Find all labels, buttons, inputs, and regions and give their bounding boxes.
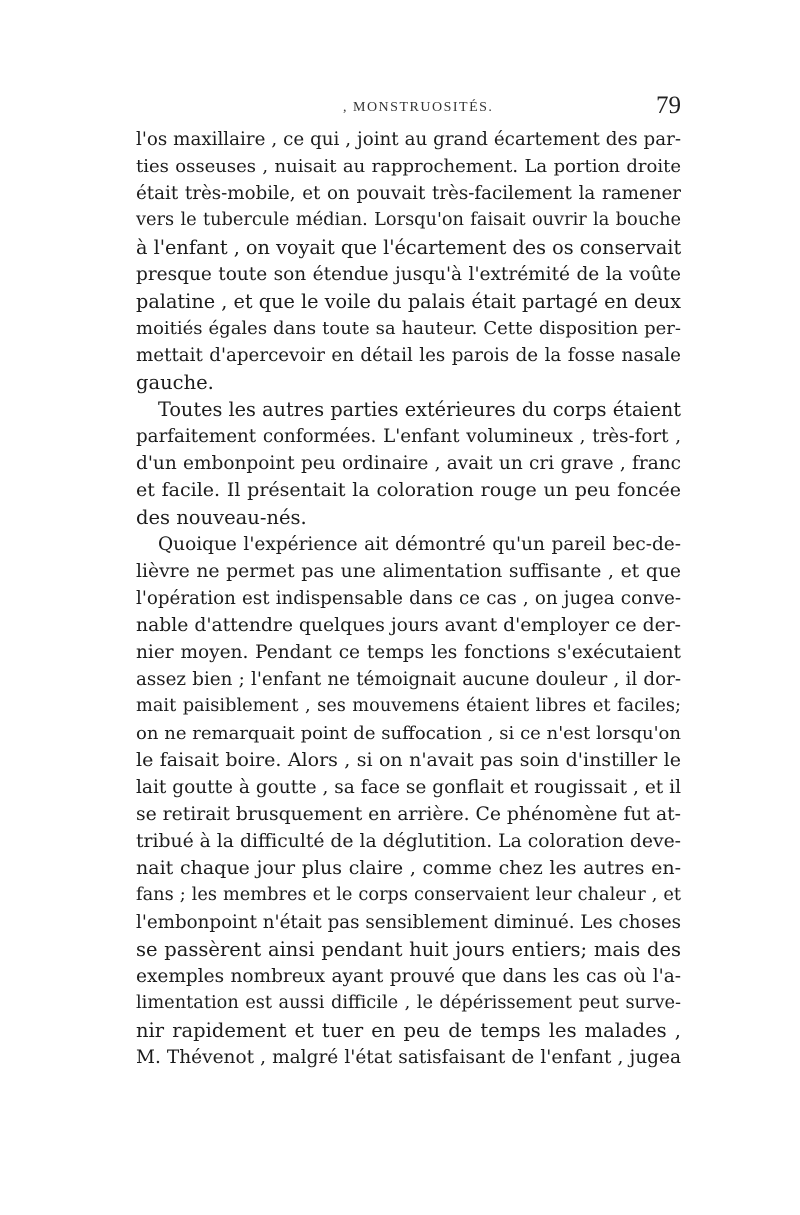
text-line: vers le tubercule médian. Lorsqu'on faisait ouvrir la bouche	[136, 210, 681, 230]
text-line: exemples nombreux ayant prouvé que dans les cas où l'a-	[136, 966, 681, 987]
body-text	[136, 126, 681, 1071]
text-line: palatine , et que le voile du palais était partagé en deux	[136, 290, 681, 313]
text-line: lait goutte à goutte , sa face se gonflait et rougissait , et il	[136, 777, 681, 798]
text-line: mettait d'apercevoir en détail les parois de la fosse nasale	[136, 345, 681, 366]
text-line: à l'enfant , on voyait que l'écartement des os conservait	[136, 236, 682, 259]
text-line: des nouveau-nés.	[136, 506, 307, 529]
text-line: ties osseuses , nuisait au rapprochement. La portion droite	[136, 156, 681, 177]
text-line: l'opération est indispensable dans ce cas , on jugea conve-	[136, 588, 681, 609]
text-line: était très-mobile, et on pouvait très-facilement la ramener	[136, 183, 681, 204]
text-line: d'un embonpoint peu ordinaire , avait un cri grave , franc	[136, 453, 681, 474]
text-line: lièvre ne permet pas une alimentation suffisante , et que	[136, 561, 681, 582]
text-line: Toutes les autres parties extérieures du corps étaient	[158, 398, 681, 421]
text-line: moitiés égales dans toute sa hauteur. Cette disposition per-	[136, 318, 681, 339]
text-line: assez bien ; l'enfant ne témoignait aucune douleur , il dor-	[136, 669, 681, 690]
text-line: se retirait brusquement en arrière. Ce phénomène fut at-	[136, 804, 682, 825]
page-header	[136, 92, 681, 126]
text-line: on ne remarquait point de suffocation , si ce n'est lorsqu'on	[136, 723, 681, 744]
text-line: le faisait boire. Alors , si on n'avait pas soin d'instiller le	[136, 749, 681, 771]
text-line: nir rapidement et tuer en peu de temps les malades ,	[136, 1019, 681, 1042]
text-line: mait paisiblement , ses mouvemens étaient libres et faciles;	[136, 696, 681, 716]
text-line: limentation est aussi difficile , le dépérissement peut surve-	[136, 993, 681, 1013]
text-line: M. Thévenot , malgré l'état satisfaisant de l'enfant , jugea	[136, 1047, 681, 1068]
text-line: nier moyen. Pendant ce temps les fonctions s'exécutaient	[136, 642, 681, 663]
running-head: , MONSTRUOSITÉS.	[343, 100, 494, 115]
text-line: parfaitement conformées. L'enfant volumineux , très-fort ,	[136, 426, 681, 447]
text-line: presque toute son étendue jusqu'à l'extrémité de la voûte	[136, 264, 681, 285]
text-line: se passèrent ainsi pendant huit jours entiers; mais des	[136, 938, 681, 961]
text-line: Quoique l'expérience ait démontré qu'un pareil bec-de-	[158, 534, 681, 555]
page-number: 79	[656, 92, 681, 119]
text-line: et facile. Il présentait la coloration rouge un peu foncée	[136, 479, 681, 501]
text-line: tribué à la difficulté de la déglutition. La coloration deve-	[136, 831, 681, 852]
text-line: gauche.	[136, 371, 214, 394]
text-line: fans ; les membres et le corps conservaient leur chaleur , et	[136, 885, 681, 905]
text-line: nait chaque jour plus claire , comme chez les autres en-	[136, 857, 681, 879]
text-line: l'embonpoint n'était pas sensiblement diminué. Les choses	[136, 912, 681, 933]
text-line: l'os maxillaire , ce qui , joint au grand écartement des par-	[136, 129, 681, 150]
text-line: nable d'attendre quelques jours avant d'employer ce der-	[136, 615, 681, 636]
